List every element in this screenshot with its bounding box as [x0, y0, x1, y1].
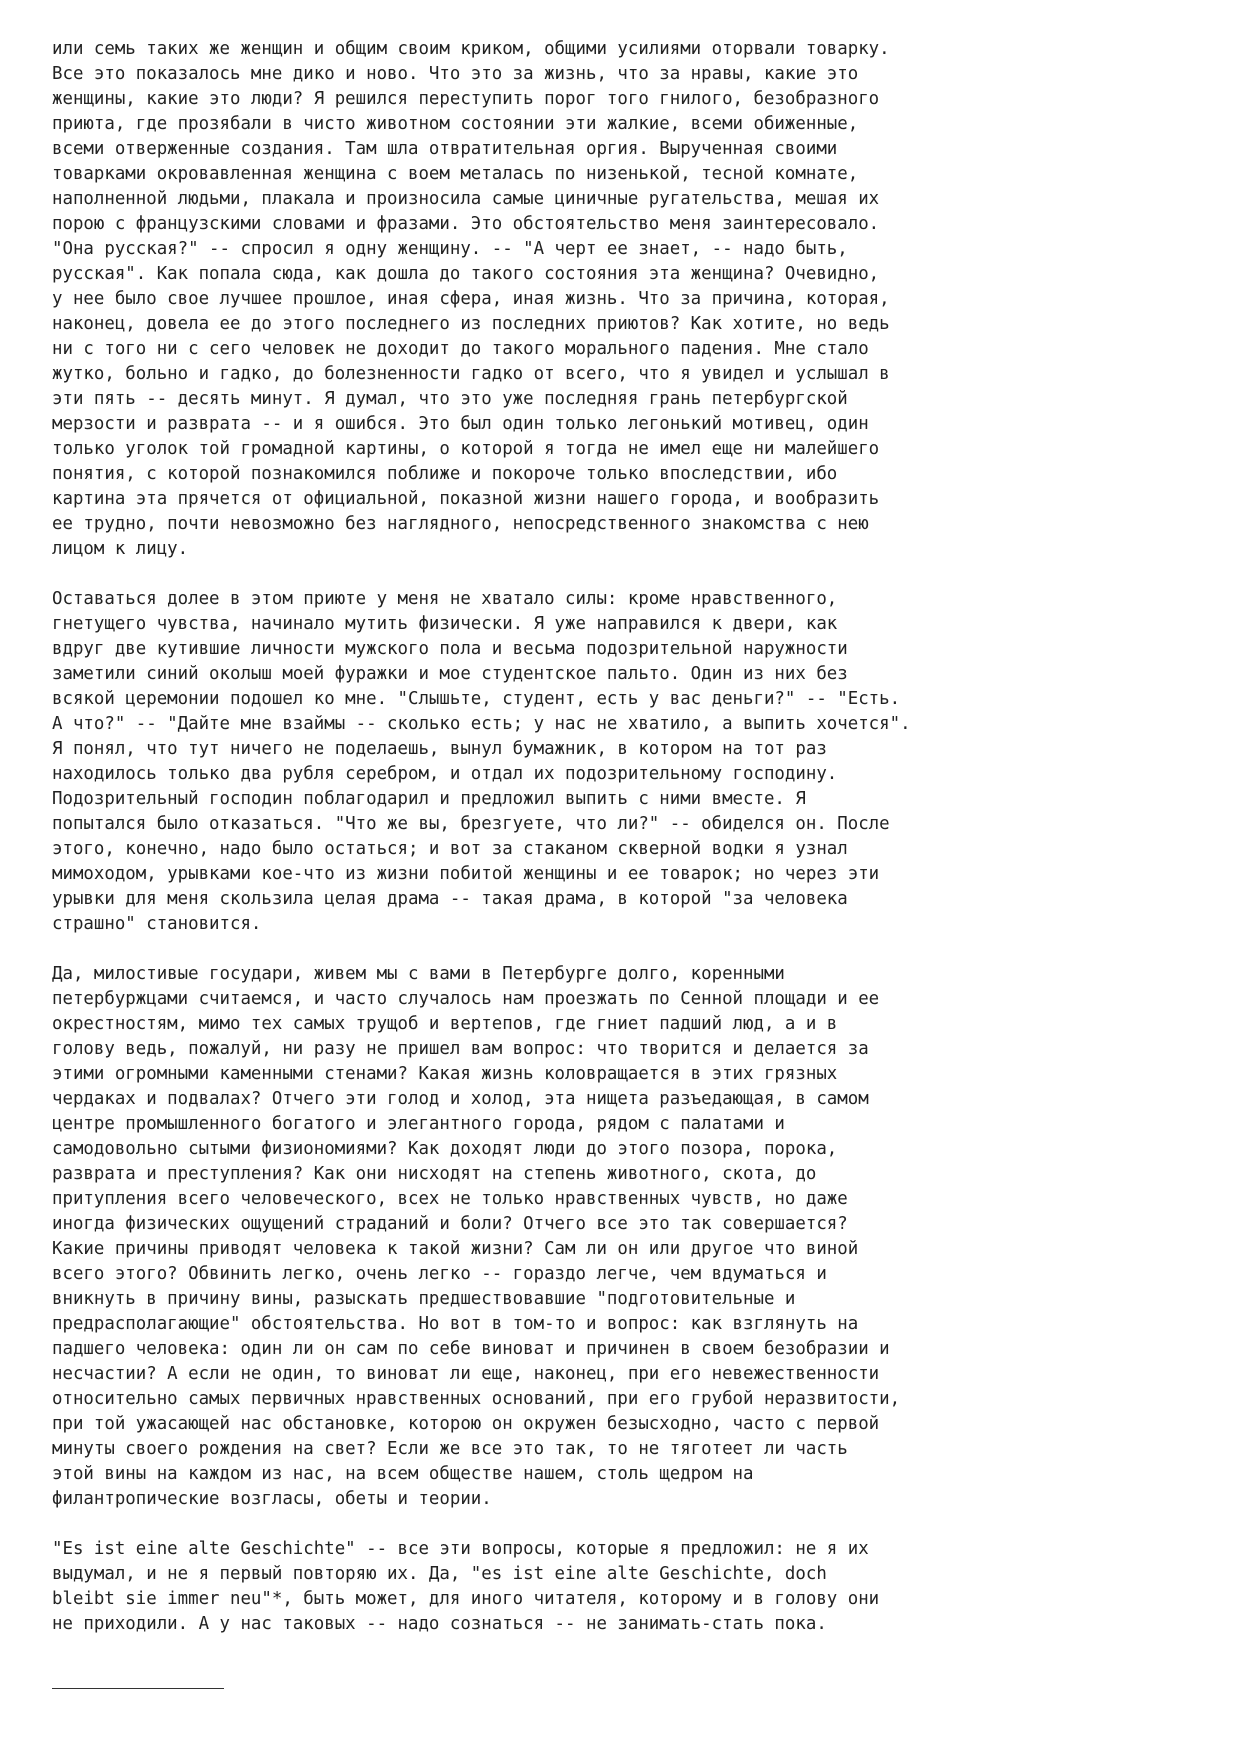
text-line: центре промышленного богатого и элегантного города, рядом с палатами и: [52, 1114, 785, 1134]
text-line: жутко, больно и гадко, до болезненности гадко от всего, что я увидел и услышал в: [52, 364, 890, 384]
text-line: приюта, где прозябали в чисто животном состоянии эти жалкие, всеми обиженные,: [52, 114, 859, 134]
text-line: товарками окровавленная женщина с воем металась по низенькой, тесной комнате,: [52, 164, 859, 184]
text-line: не приходили. А у нас таковых -- надо сознаться -- не занимать-стать пока.: [52, 1614, 827, 1634]
text-line: находилось только два рубля серебром, и отдал их подозрительному господину.: [52, 764, 838, 784]
text-line: наконец, довела ее до этого последнего из последних приютов? Как хотите, но ведь: [52, 314, 890, 334]
text-line: голову ведь, пожалуй, ни разу не пришел вам вопрос: что творится и делается за: [52, 1039, 869, 1059]
text-line: Все это показалось мне дико и ново. Что это за жизнь, что за нравы, какие это: [52, 64, 859, 84]
text-line: выдумал, и не я первый повторяю их. Да, "es ist eine alte Geschichte, doch: [52, 1564, 827, 1584]
text-line: урывки для меня скользила целая драма -- такая драма, в которой "за человека: [52, 889, 848, 909]
text-line: Я понял, что тут ничего не поделаешь, вынул бумажник, в котором на тот раз: [52, 739, 827, 759]
text-line: А что?" -- "Дайте мне взаймы -- сколько есть; у нас не хватило, а выпить хочется".: [52, 714, 911, 734]
text-line: Какие причины приводят человека к такой жизни? Сам ли он или другое что виной: [52, 1239, 859, 1259]
text-line: окрестностям, мимо тех самых трущоб и вертепов, где гниет падший люд, а и в: [52, 1014, 838, 1034]
text-line: bleibt sie immer neu"*, быть может, для иного читателя, которому и в голову они: [52, 1589, 880, 1609]
text-line: всякой церемонии подошел ко мне. "Слышьте, студент, есть у вас деньги?" -- "Есть.: [52, 689, 901, 709]
text-line: гнетущего чувства, начинало мутить физически. Я уже направился к двери, как: [52, 614, 838, 634]
paragraph: [52, 962, 1222, 1512]
text-line: вдруг две кутившие личности мужского пола и весьма подозрительной наружности: [52, 639, 848, 659]
text-line: разврата и преступления? Как они нисходят на степень животного, скота, до: [52, 1164, 817, 1184]
text-line: картина эта прячется от официальной, показной жизни нашего города, и вообразить: [52, 489, 880, 509]
text-line: наполненной людьми, плакала и произносила самые циничные ругательства, мешая их: [52, 189, 880, 209]
text-line: ни с того ни с сего человек не доходит до такого морального падения. Мне стало: [52, 339, 869, 359]
text-line: этой вины на каждом из нас, на всем обществе нашем, столь щедром на: [52, 1464, 754, 1484]
footnote-separator: [52, 1688, 224, 1689]
text-line: Да, милостивые государи, живем мы с вами в Петербурге долго, коренными: [52, 964, 785, 984]
paragraph: [52, 37, 1222, 562]
text-line: этими огромными каменными стенами? Какая жизнь коловращается в этих грязных: [52, 1064, 838, 1084]
text-line: падшего человека: один ли он сам по себе виноват и причинен в своем безобразии и: [52, 1339, 890, 1359]
text-line: петербуржцами считаемся, и часто случалось нам проезжать по Сенной площади и ее: [52, 989, 880, 1009]
text-line: "Es ist eine alte Geschichte" -- все эти вопросы, которые я предложил: не я их: [52, 1539, 869, 1559]
text-line: заметили синий околыш моей фуражки и мое студентское пальто. Один из них без: [52, 664, 848, 684]
text-line: ее трудно, почти невозможно без наглядного, непосредственного знакомства с нею: [52, 514, 869, 534]
text-line: Оставаться долее в этом приюте у меня не хватало силы: кроме нравственного,: [52, 589, 838, 609]
text-line: мерзости и разврата -- и я ошибся. Это был один только легонький мотивец, один: [52, 414, 869, 434]
text-line: страшно" становится.: [52, 914, 262, 934]
text-line: "Она русская?" -- спросил я одну женщину. -- "А черт ее знает, -- надо быть,: [52, 239, 848, 259]
paragraph: [52, 587, 1222, 937]
text-line: чердаках и подвалах? Отчего эти голод и холод, эта нищета разъедающая, в самом: [52, 1089, 869, 1109]
text-line: несчастии? А если не один, то виноват ли еще, наконец, при его невежественности: [52, 1364, 880, 1384]
text-line: минуты своего рождения на свет? Если же все это так, то не тяготеет ли часть: [52, 1439, 848, 1459]
text-line: порою с французскими словами и фразами. Это обстоятельство меня заинтересовало.: [52, 214, 880, 234]
paragraph: [52, 1537, 1222, 1637]
text-line: мимоходом, урывками кое-что из жизни побитой женщины и ее товарок; но через эти: [52, 864, 880, 884]
text-line: или семь таких же женщин и общим своим криком, общими усилиями оторвали товарку.: [52, 39, 890, 59]
text-line: русская". Как попала сюда, как дошла до такого состояния эта женщина? Очевидно,: [52, 264, 880, 284]
text-line: понятия, с которой познакомился поближе и покороче только впоследствии, ибо: [52, 464, 838, 484]
document-body: [52, 37, 1222, 1662]
text-line: вникнуть в причину вины, разыскать предшествовавшие "подготовительные и: [52, 1289, 796, 1309]
text-line: только уголок той громадной картины, о которой я тогда не имел еще ни малейшего: [52, 439, 880, 459]
text-line: эти пять -- десять минут. Я думал, что это уже последняя грань петербургской: [52, 389, 848, 409]
text-line: лицом к лицу.: [52, 539, 189, 559]
text-line: попытался было отказаться. "Что же вы, брезгуете, что ли?" -- обиделся он. После: [52, 814, 890, 834]
text-line: самодовольно сытыми физиономиями? Как доходят люди до этого позора, порока,: [52, 1139, 838, 1159]
text-line: при той ужасающей нас обстановке, которою он окружен безысходно, часто с первой: [52, 1414, 880, 1434]
text-line: этого, конечно, надо было остаться; и вот за стаканом скверной водки я узнал: [52, 839, 848, 859]
text-line: филантропические возгласы, обеты и теории.: [52, 1489, 492, 1509]
text-line: всеми отверженные создания. Там шла отвратительная оргия. Выручeнная своими: [52, 139, 838, 159]
text-line: относительно самых первичных нравственных оснований, при его грубой неразвитости,: [52, 1389, 901, 1409]
text-line: притупления всего человеческого, всех не только нравственных чувств, но даже: [52, 1189, 848, 1209]
text-line: женщины, какие это люди? Я решился переступить порог того гнилого, безобразного: [52, 89, 880, 109]
text-line: Подозрительный господин поблагодарил и предложил выпить с ними вместе. Я: [52, 789, 806, 809]
text-line: у нее было свое лучшее прошлое, иная сфера, иная жизнь. Что за причина, которая,: [52, 289, 890, 309]
text-line: иногда физических ощущений страданий и боли? Отчего все это так совершается?: [52, 1214, 848, 1234]
text-line: всего этого? Обвинить легко, очень легко -- гораздо легче, чем вдуматься и: [52, 1264, 827, 1284]
text-line: предрасполагающие" обстоятельства. Но вот в том-то и вопрос: как взглянуть на: [52, 1314, 859, 1334]
